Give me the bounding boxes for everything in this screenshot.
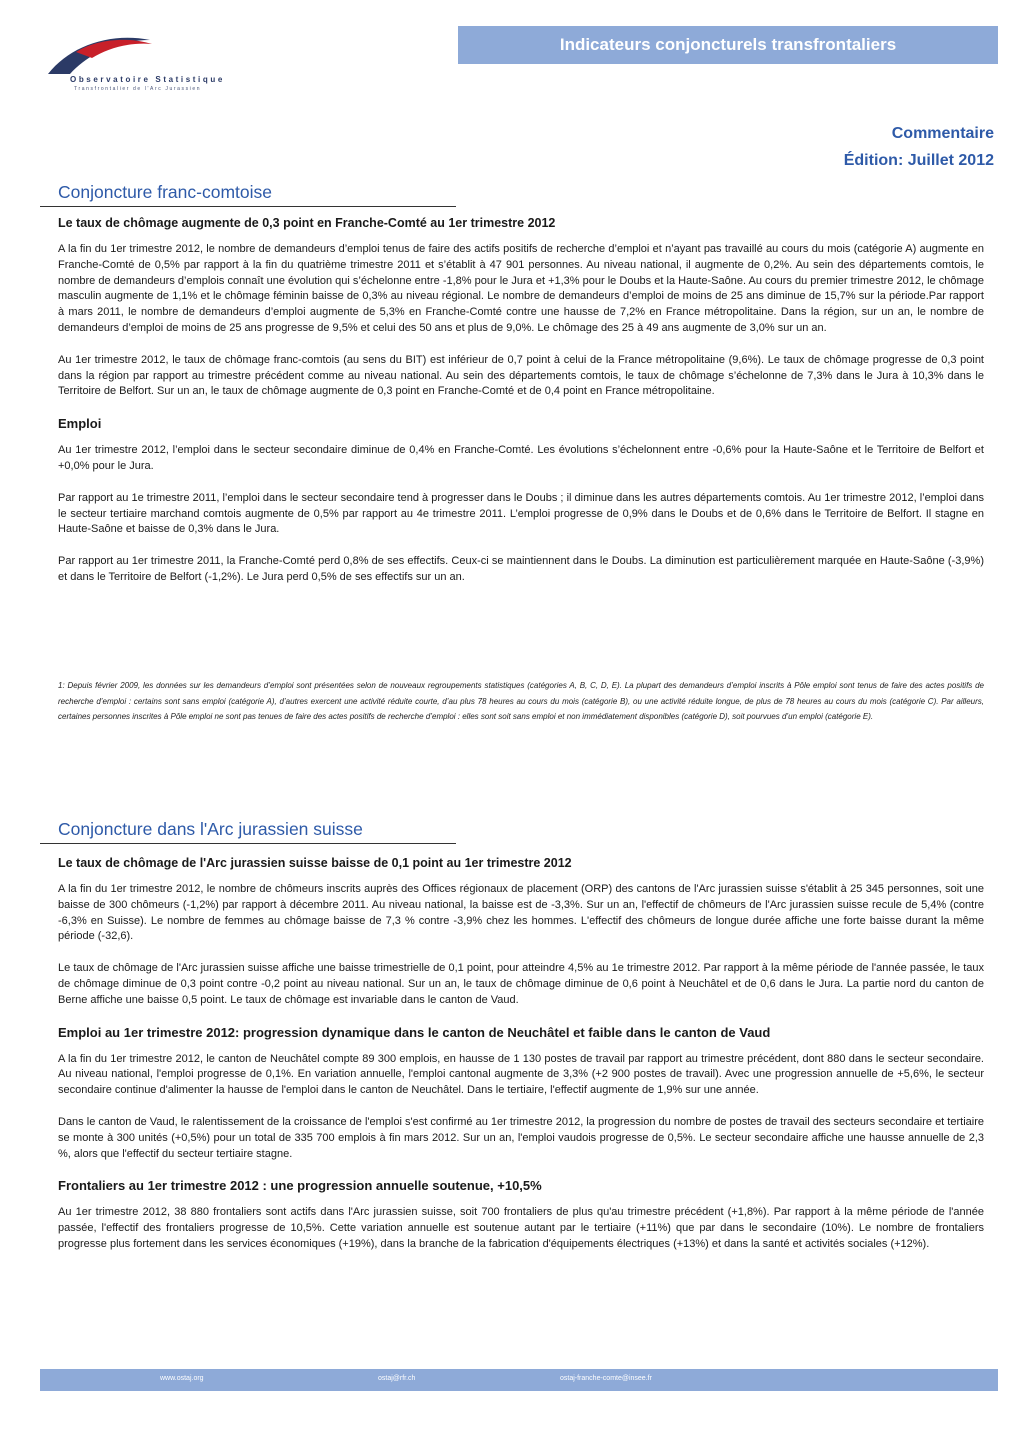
paragraph: A la fin du 1er trimestre 2012, le nombre de demandeurs d’emploi tenus de faire des actifs positifs de recherche d’emploi et n’ayant pas travaillé au cours du mois (catégorie A) augmente en Franche-Comté de 0,5% par rapport à la fin du quatrième trimestre 2011 et s’établit à 47 901 personnes. Au niveau national, il augmente de 0,2%. Au sein des départements comtois, le nombre de demandeurs d’emplois connaît une évolution qui s’échelonne entre -1,8% pour le Jura et +1,3% pour le Doubs et la Haute-Saône. Au cours du premier trimestre 2012, le chômage masculin augmente de 1,1% et le chômage féminin baisse de 0,3% au niveau régional. Le nombre de demandeurs d’emploi de moins de 25 ans diminue de 15,7% sur la période.Par rapport à mars 2011, le nombre de demandeurs d’emploi augmente de 5,3% en Franche-Comté contre une hausse de 7,2% en France métropolitaine. Dans la région, sur un an, le nombre de demandeurs d’emploi de moins de 25 ans progresse de 9,5% et celui des 50 ans et plus de 9,0%. Le chômage des 25 à 49 ans augmente de 3,0% sur un an.: [58, 243, 984, 334]
heading-frontaliers: Frontaliers au 1er trimestre 2012 : une progression annuelle soutenue, +10,5%: [58, 1178, 542, 1194]
logo-name: Observatoire Statistique: [70, 75, 225, 84]
logo: [40, 26, 280, 96]
section-rule: [40, 843, 456, 844]
footer-website-link[interactable]: www.ostaj.org: [160, 1375, 204, 1382]
section-franche-comte: [58, 216, 984, 602]
paragraph: Dans le canton de Vaud, le ralentissement de la croissance de l'emploi s'est confirmé au 1er trimestre 2012, la progression du nombre de postes de travail des secteurs secondaire et tertiaire se monte à 300 unités (+0,5%) pour un total de 335 700 emplois à fin mars 2012. Sur un an, l'emploi vaudois progresse de 0,5%. Le secteur secondaire affiche une hausse annuelle de 2,3 %, alors que l'effectif du secteur tertiaire stagne.: [58, 1115, 984, 1160]
footnote: 1: Depuis février 2009, les données sur les demandeurs d’emploi sont présentées selon de nouveaux regroupements statistiques (catégories A, B, C, D, E). La plupart des demandeurs d’emploi inscrits à Pôle emploi sont tenus de faire des actes positifs de recherche d’emploi : certains sont sans emploi (catégorie A), d’autres exercent une activité réduite courte, d’au plus 78 heures au cours du mois (catégorie B), ou une activité réduite longue, de plus de 78 heures au cours du mois (catégorie C). Par ailleurs, certaines personnes inscrites à Pôle emploi ne sont pas tenues de faire des actes positifs de recherche d’emploi : elles sont soit sans emploi et non immédiatement disponibles (catégorie D), soit pourvues d’un emploi (catégorie E).: [58, 681, 984, 721]
heading-emploi: Emploi: [58, 416, 102, 432]
paragraph: Au 1er trimestre 2012, le taux de chômage franc-comtois (au sens du BIT) est inférieur de 0,7 point à celui de la France métropolitaine (9,6%). Le taux de chômage progresse de 0,3 point dans la région par rapport au trimestre précédent comme au niveau national. Au sein des départements comtois, le taux de chômage s’échelonne de 7,3% dans le Jura à 10,3% dans le Territoire de Belfort. Sur un an, le taux de chômage augmente de 0,3 point en Franche-Comté et de 0,4 point en France métropolitaine.: [58, 353, 984, 398]
footer-email2-link[interactable]: ostaj-franche-comte@insee.fr: [560, 1375, 652, 1382]
paragraph: Par rapport au 1e trimestre 2011, l’emploi dans le secteur secondaire tend à progresser dans le Doubs ; il diminue dans les autres départements comtois. Au 1er trimestre 2012, l’emploi dans le secteur tertiaire marchand comtois augmente de 0,5% par rapport au 4e trimestre 2011. L’emploi progresse de 0,9% dans le Doubs et de 0,6% dans le Territoire de Belfort. Il stagne en Haute-Saône et baisse de 0,3% dans le Jura.: [58, 491, 984, 536]
subhead-chomage-fc: Le taux de chômage augmente de 0,3 point en Franche-Comté au 1er trimestre 2012: [58, 216, 556, 230]
footer-bar: [40, 1369, 998, 1391]
section-title-franche-comte: Conjoncture franc-comtoise: [58, 182, 272, 202]
section-title-arc-jurassien: Conjoncture dans l'Arc jurassien suisse: [58, 819, 363, 839]
heading-emploi-arc: Emploi au 1er trimestre 2012: progression dynamique dans le canton de Neuchâtel et faible dans le canton de Vaud: [58, 1024, 771, 1040]
paragraph: Au 1er trimestre 2012, l’emploi dans le secteur secondaire diminue de 0,4% en Franche-Comté. Les évolutions s’échelonnent entre -0,6% pour la Haute-Saône et le Territoire de Belfort et +0,0% pour le Jura.: [58, 444, 984, 472]
paragraph: Au 1er trimestre 2012, 38 880 frontaliers sont actifs dans l'Arc jurassien suisse, soit 700 frontaliers de plus qu'au trimestre précédent (+1,8%). Par rapport à la même période de l'année passée, l'effectif des frontaliers progresse de 10,5%. Cette variation annuelle est soutenue autant par le tertiaire (+11%) que par dans le secondaire (10%). Le nombre de frontaliers progresse plus fortement dans les services économiques (+19%), dans la branche de la fabrication d'équipements électriques (+13%) et dans la santé et activités sociales (+12%).: [58, 1206, 984, 1250]
edition-label: Édition: Juillet 2012: [843, 152, 994, 169]
section-arc-jurassien: [58, 856, 984, 1269]
section-rule: [40, 206, 456, 207]
logo-swoosh-icon: [40, 26, 160, 76]
paragraph: Le taux de chômage de l'Arc jurassien suisse affiche une baisse trimestrielle de 0,1 point, pour atteindre 4,5% au 1e trimestre 2012. Par rapport à la même période de l'année passée, le taux de chômage diminue de 0,3 point contre -0,2 point au niveau national. Sur un an, le taux de chômage diminue de 0,6 point à Neuchâtel et de 0,6 dans le Jura. La partie nord du canton de Berne affiche une baisse 0,5 point. Le taux de chômage est invariable dans le canton de Vaud.: [58, 962, 984, 1006]
paragraph: A la fin du 1er trimestre 2012, le nombre de chômeurs inscrits auprès des Offices régionaux de placement (ORP) des cantons de l'Arc jurassien suisse s'établit à 25 345 personnes, soit une baisse de 300 chômeurs (-1,2%) par rapport à décembre 2011. Au niveau national, la baisse est de -3,3%. Sur un an, l'effectif de chômeurs de l'Arc jurassien suisse recule de 5,4% (contre -6,3% en Suisse). Le nombre de femmes au chômage baisse de 7,3 % contre -3,9% chez les hommes. L'effectif des chômeurs de longue durée affiche une forte baisse durant la même période (-32,6).: [58, 883, 984, 943]
paragraph: A la fin du 1er trimestre 2012, le canton de Neuchâtel compte 89 300 emplois, en hausse de 1 130 postes de travail par rapport au trimestre précédent, dont 880 dans le secteur secondaire. Au niveau national, l'emploi progresse de 0,1%. En variation annuelle, l'emploi cantonal augmente de 3,3% (+2 900 postes de travail). Avec une progression annuelle de +5,6%, le secteur secondaire continue d'alimenter la hausse de l'emploi dans le canton de Neuchâtel. Dans le tertiaire, l'effectif augmente de 1,9% sur une année.: [58, 1052, 984, 1097]
footnote-block: [58, 678, 984, 725]
commentary-label: Commentaire: [891, 125, 994, 142]
logo-subtitle: Transfrontalier de l'Arc Jurassien: [74, 86, 202, 92]
footer-email-link[interactable]: ostaj@rfr.ch: [378, 1375, 416, 1382]
edition-block: [844, 120, 994, 174]
subhead-chomage-arc: Le taux de chômage de l'Arc jurassien suisse baisse de 0,1 point au 1er trimestre 2012: [58, 856, 572, 870]
banner-title: Indicateurs conjoncturels transfrontaliers: [458, 26, 998, 64]
paragraph: Par rapport au 1er trimestre 2011, la Franche-Comté perd 0,8% de ses effectifs. Ceux-ci se maintiennent dans le Doubs. La diminution est particulièrement marquée en Haute-Saône (-3,9%) et dans le Territoire de Belfort (-1,2%). Le Jura perd 0,5% de ses effectifs sur un an.: [58, 555, 984, 583]
